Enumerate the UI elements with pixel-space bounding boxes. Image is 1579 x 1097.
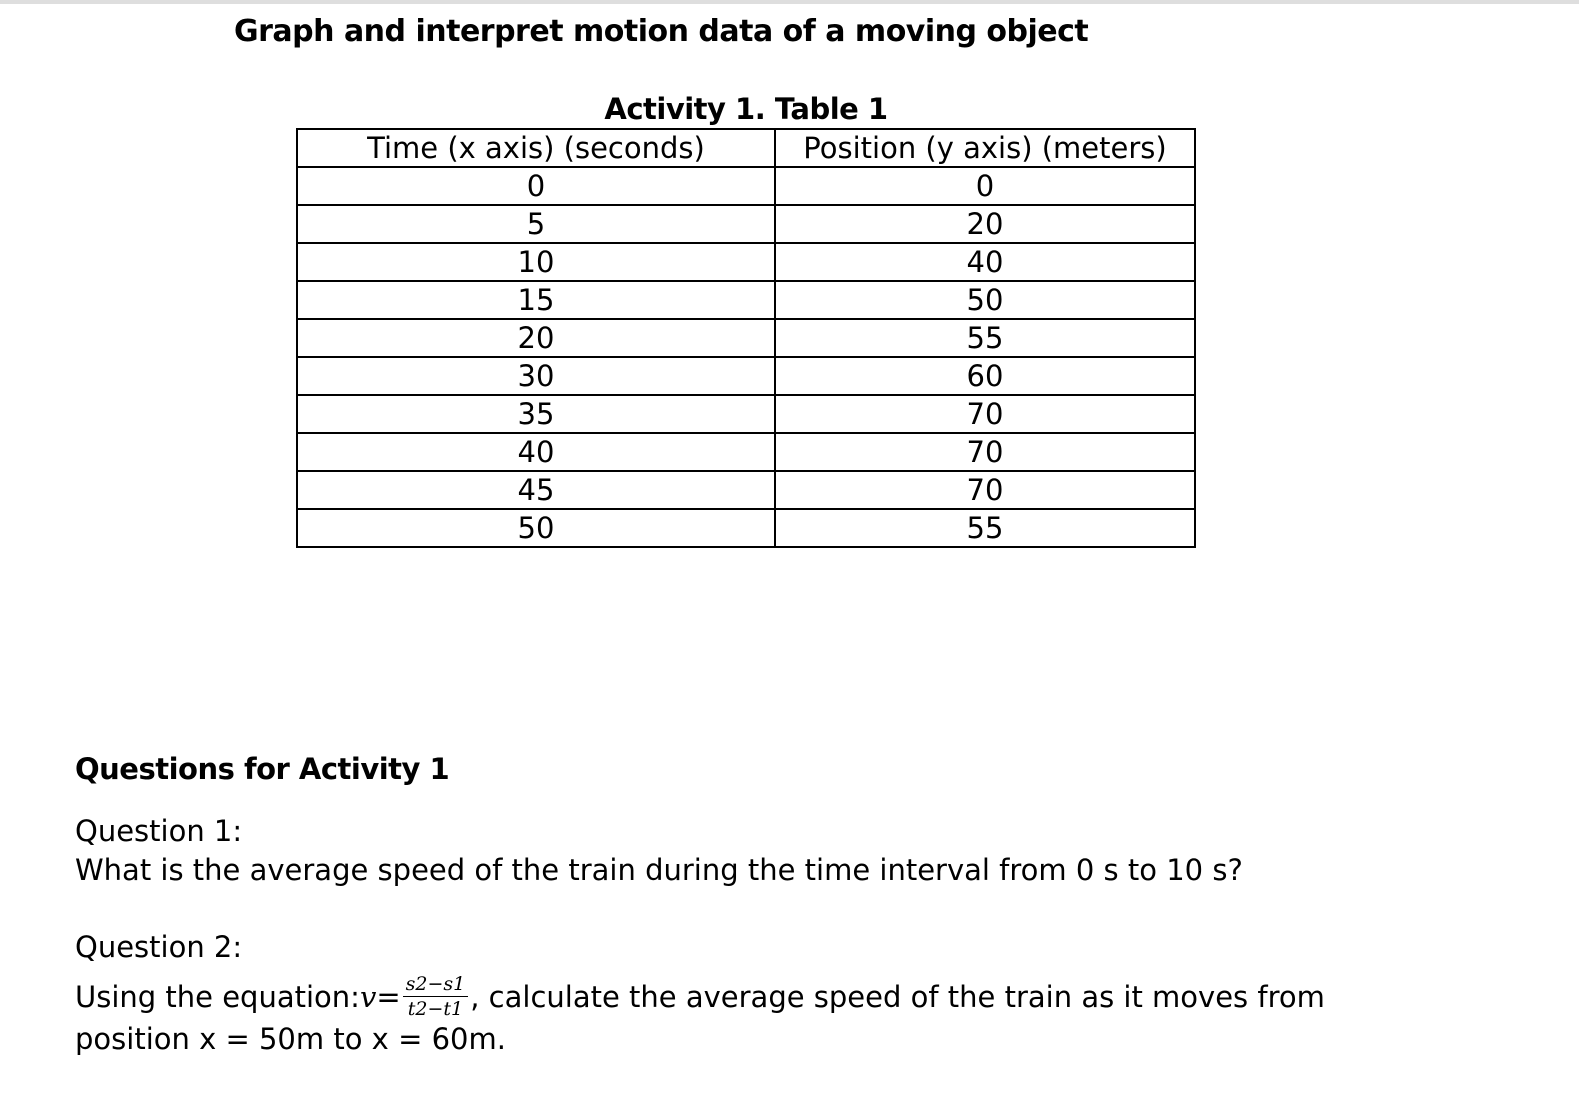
question-2-text-before: Using the equation: [75, 979, 360, 1014]
motion-data-table [296, 128, 1196, 548]
question-2-text-line2: position x = 50m to x = 60m. [75, 1022, 506, 1056]
position-cell: 50 [775, 281, 1195, 319]
table-caption: Activity 1. Table 1 [604, 92, 888, 126]
position-cell: 55 [775, 509, 1195, 547]
position-cell: 60 [775, 357, 1195, 395]
question-2-label: Question 2: [75, 930, 243, 964]
header-time: Time (x axis) (seconds) [297, 129, 775, 167]
speed-fraction [403, 972, 469, 1021]
position-cell: 20 [775, 205, 1195, 243]
document-title: Graph and interpret motion data of a moving object [234, 14, 1089, 49]
table-row [297, 281, 1195, 319]
time-cell: 30 [297, 357, 775, 395]
time-cell: 50 [297, 509, 775, 547]
table-row [297, 395, 1195, 433]
position-cell: 70 [775, 433, 1195, 471]
top-border [0, 0, 1579, 4]
table-row [297, 509, 1195, 547]
table-row [297, 319, 1195, 357]
header-position: Position (y axis) (meters) [775, 129, 1195, 167]
time-cell: 10 [297, 243, 775, 281]
table-row [297, 243, 1195, 281]
velocity-symbol: v [359, 979, 377, 1014]
time-cell: 35 [297, 395, 775, 433]
time-cell: 15 [297, 281, 775, 319]
position-cell: 55 [775, 319, 1195, 357]
position-cell: 70 [775, 395, 1195, 433]
question-1-label: Question 1: [75, 814, 243, 848]
time-cell: 0 [297, 167, 775, 205]
table-row [297, 167, 1195, 205]
time-cell: 40 [297, 433, 775, 471]
table-row [297, 471, 1195, 509]
time-cell: 20 [297, 319, 775, 357]
fraction-denominator: t2−t1 [407, 998, 464, 1020]
question-1-text: What is the average speed of the train during the time interval from 0 s to 10 s? [75, 853, 1243, 887]
position-cell: 0 [775, 167, 1195, 205]
equals-sign: = [376, 979, 401, 1014]
question-2-equation-line [75, 972, 1325, 1022]
fraction-numerator: s2−s1 [403, 972, 469, 997]
table-header-row [297, 129, 1195, 167]
position-cell: 40 [775, 243, 1195, 281]
table-row [297, 357, 1195, 395]
time-cell: 5 [297, 205, 775, 243]
time-cell: 45 [297, 471, 775, 509]
questions-heading: Questions for Activity 1 [75, 752, 450, 786]
table-row [297, 205, 1195, 243]
table-row [297, 433, 1195, 471]
position-cell: 70 [775, 471, 1195, 509]
question-2-text-after: , calculate the average speed of the train as it moves from [470, 979, 1325, 1014]
